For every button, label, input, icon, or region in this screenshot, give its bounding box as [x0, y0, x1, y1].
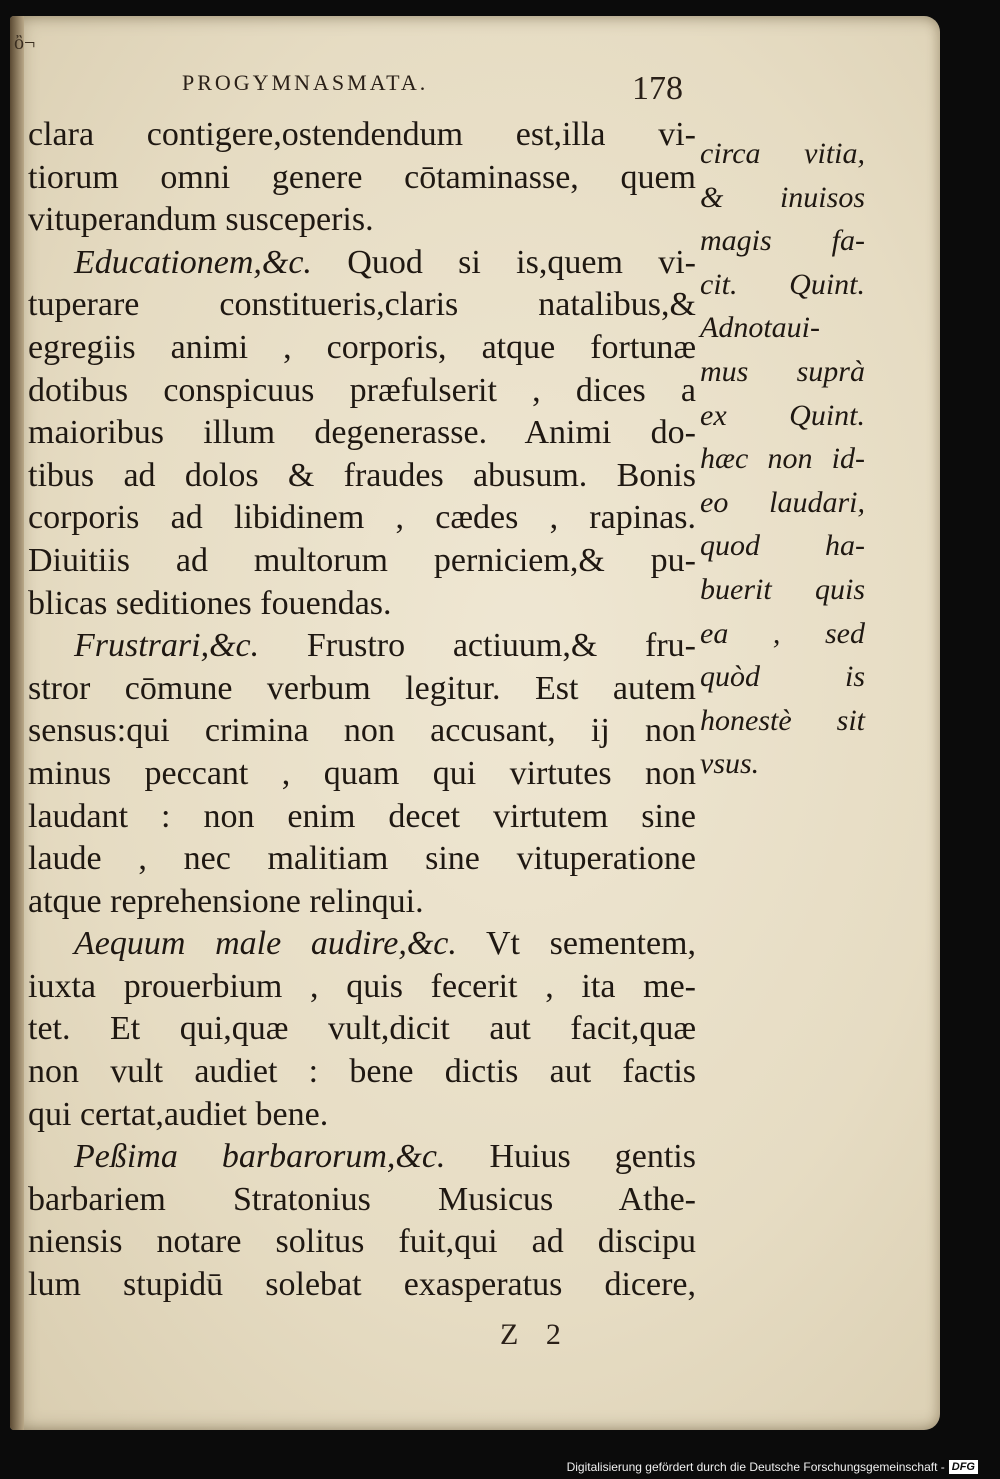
text-line: maioribus illum degenerasse. Animi do-: [28, 414, 696, 452]
text-line: lum stupidū solebat exasperatus dicere,: [28, 1266, 696, 1304]
marginal-line: quòd is: [700, 660, 865, 694]
text-line: corporis ad libidinem , cædes , rapinas.: [28, 499, 696, 537]
marginal-line: quod ha-: [700, 529, 865, 563]
marginal-line: circa vitia,: [700, 137, 865, 170]
lemma-comment: Huius gentis: [445, 1138, 696, 1176]
text-line: tiorum omni genere cōtaminasse, quem: [28, 158, 696, 196]
running-head: PROGYMNASMATA.: [182, 70, 429, 95]
marginal-line: hæc non id-: [700, 442, 865, 476]
text-line: blicas seditiones fouendas.: [28, 584, 392, 622]
text-line: tet. Et qui,quæ vult,dicit aut facit,quæ: [28, 1010, 696, 1048]
text-line: sensus:qui crimina non accusant, ij non: [28, 712, 696, 750]
credit-text: Digitalisierung gefördert durch die Deutsche Forschungsgemeinschaft -: [566, 1460, 945, 1474]
marginal-line: vsus.: [700, 747, 760, 781]
marginal-line: mus suprà: [700, 354, 865, 388]
text-line: niensis notare solitus fuit,qui ad discipu: [28, 1223, 696, 1261]
book-page: [10, 16, 940, 1430]
lemma-line: [28, 242, 696, 285]
lemma: Peßima barbarorum,&c.: [74, 1138, 446, 1176]
lemma: Educationem,&c.: [74, 243, 312, 281]
text-line: clara contigere,ostendendum est,illa vi-: [28, 116, 696, 153]
text-line: egregiis animi , corporis, atque fortunæ: [28, 328, 696, 366]
text-line: atque reprehensione relinqui.: [28, 882, 424, 920]
page-corner-mark: ὂ¬: [14, 32, 36, 54]
text-line: iuxta prouerbium , quis fecerit , ita me-: [28, 967, 696, 1005]
marginal-line: ea , sed: [700, 616, 865, 650]
marginal-line: ex Quint.: [700, 398, 865, 432]
text-line: vituperandum susceperis.: [28, 201, 374, 239]
lemma-line: [28, 625, 696, 668]
main-text-column: [28, 114, 696, 1307]
dfg-logo: DFG: [949, 1460, 978, 1474]
marginal-line: cit. Quint.: [700, 267, 865, 301]
marginal-line: Adnotaui-: [700, 311, 820, 345]
text-line: barbariem Stratonius Musicus Athe-: [28, 1180, 696, 1218]
marginal-line: buerit quis: [700, 572, 865, 606]
text-line: laude , nec malitiam sine vituperatione: [28, 840, 696, 878]
text-line: non vult audiet : bene dictis aut factis: [28, 1053, 696, 1091]
text-line: tuperare constitueris,claris natalibus,&: [28, 286, 696, 324]
lemma-comment: Quod si is,quem vi-: [311, 243, 696, 281]
text-line: tibus ad dolos & fraudes abusum. Bonis: [28, 456, 696, 494]
marginal-line: eo laudari,: [700, 485, 865, 519]
text-line: laudant : non enim decet virtutem sine: [28, 797, 696, 835]
marginal-line: & inuisos: [700, 180, 865, 214]
marginal-line: honestè sit: [700, 703, 865, 737]
page-gutter-shadow: [10, 16, 24, 1430]
marginal-line: magis fa-: [700, 224, 865, 258]
page-number: 178: [632, 70, 683, 107]
lemma-comment: Vt sementem,: [456, 925, 696, 963]
lemma-line: [28, 923, 696, 966]
digitization-credit: [567, 1460, 978, 1474]
signature-mark: Z 2: [500, 1318, 571, 1351]
text-line: dotibus conspicuus præfulserit , dices a: [28, 371, 696, 409]
lemma-line: [28, 1136, 696, 1179]
text-line: stror cōmune verbum legitur. Est autem: [28, 669, 696, 707]
marginal-note: [700, 132, 865, 786]
lemma: Aequum male audire,&c.: [74, 925, 457, 963]
text-line: minus peccant , quam qui virtutes non: [28, 754, 696, 792]
text-line: Diuitiis ad multorum perniciem,& pu-: [28, 541, 696, 579]
lemma-comment: Frustro actiuum,& fru-: [259, 627, 696, 665]
text-line: qui certat,audiet bene.: [28, 1095, 329, 1133]
lemma: Frustrari,&c.: [74, 627, 260, 665]
